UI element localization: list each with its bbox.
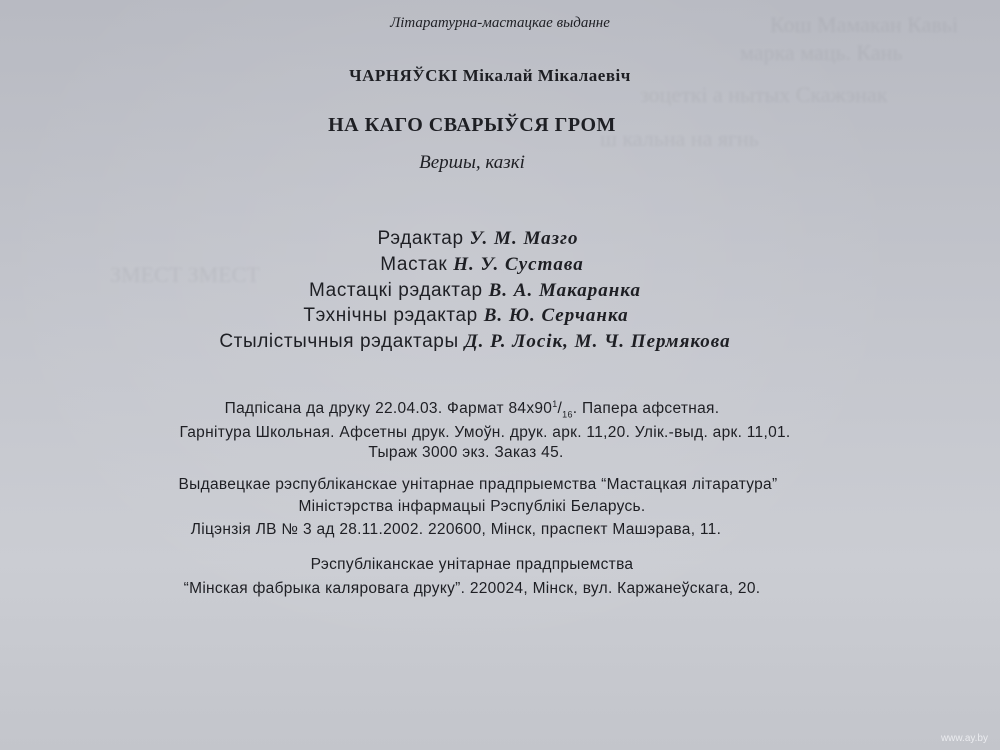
credit-artist	[0, 254, 982, 276]
print-signed-text: Падпісана да друку 22.04.03. Фармат 84х90	[224, 400, 553, 418]
credit-person: В. А. Макаранка	[488, 280, 641, 301]
publisher-line-2: Міністэрства інфармацыі Рэспублікі Беларусь.	[298, 498, 646, 515]
paper-text: . Папера афсетная.	[572, 400, 720, 418]
credit-role: Мастак	[380, 254, 448, 275]
credit-person: Д. Р. Лосік, М. Ч. Пермякова	[464, 331, 731, 352]
bleed-through-text: ш кальна на ягнь	[600, 126, 759, 151]
credit-editor	[0, 228, 978, 250]
book-subtitle: Вершы, казкі	[419, 152, 525, 173]
credit-person: У. М. Мазго	[469, 228, 579, 249]
credit-role: Рэдактар	[377, 228, 464, 249]
watermark-text: www.ay.by	[940, 733, 988, 744]
print-run-line: Тыраж 3000 экз. Заказ 45.	[368, 444, 564, 461]
bleed-through-text: Кош Мамакан Кавьі	[770, 12, 958, 37]
credit-person: В. Ю. Серчанка	[483, 305, 629, 326]
book-title: НА КАГО СВАРЫЎСЯ ГРОМ	[328, 114, 616, 136]
print-signed-line: Падпісана да друку 22.04.03. Фармат $84х90^1/_{16}$. Папера афсетная.	[224, 399, 720, 420]
credit-style-editors	[0, 331, 975, 353]
publisher-line-1: Выдавецкае рэспубліканскае унітарнае прадпрыемства “Мастацкая літаратура”	[178, 476, 778, 493]
author-name: ЧАРНЯЎСКІ Мікалай Мікалаевіч	[349, 66, 631, 85]
printer-line-1: Рэспубліканскае унітарнае прадпрыемства	[310, 556, 634, 573]
credit-role: Мастацкі рэдактар	[309, 280, 483, 301]
credit-person: Н. У. Сустава	[453, 254, 584, 275]
format-subscript: 16	[562, 409, 573, 420]
credit-art-editor	[0, 280, 975, 302]
series-label: Літаратурна-мастацкае выданне	[390, 15, 610, 31]
publisher-license-line: Ліцэнзія ЛВ № 3 ад 28.11.2002. 220600, Мінск, праспект Машэрава, 11.	[190, 521, 722, 538]
typeface-line: Гарнітура Школьная. Афсетны друк. Умоўн. друк. арк. 11,20. Улік.-выд. арк. 11,01.	[179, 424, 791, 441]
credit-role: Тэхнічны рэдактар	[303, 305, 478, 326]
bleed-through-text: зоцеткі а нытых Скажэнак	[640, 82, 888, 107]
printer-line-2: “Мінская фабрыка каляровага друку”. 220024, Мінск, вул. Каржанеўскага, 20.	[183, 580, 761, 597]
bleed-through-text: марка маць. Кань	[740, 40, 903, 65]
bleed-through-text: ЗМЕСТ ЗМЕСТ	[110, 262, 260, 287]
credit-tech-editor	[0, 305, 966, 327]
format-superscript: 1	[552, 399, 558, 409]
credit-role: Стылістычныя рэдактары	[219, 331, 459, 352]
